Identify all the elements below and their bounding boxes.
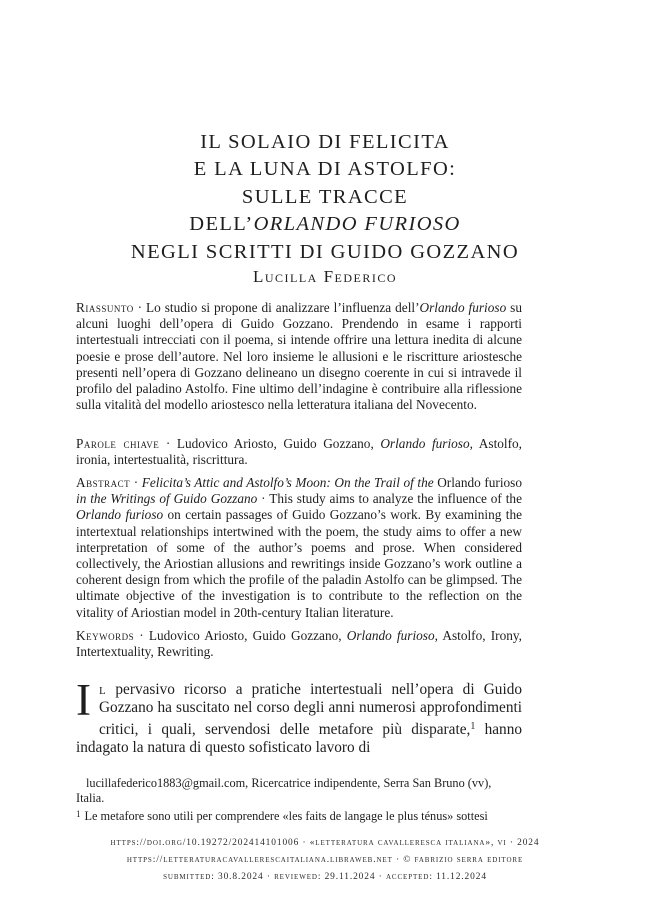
- separator: ·: [257, 491, 270, 507]
- keywords-text: Ludovico Ariosto, Guido Gozzano,: [148, 628, 347, 643]
- keywords-label: Keywords: [76, 628, 135, 643]
- title-line: NEGLI SCRITTI DI GUIDO GOZZANO: [130, 240, 520, 263]
- footnote-text: Le metafore sono utili per comprendere «les faits de langage le plus ténus» sottesi: [84, 809, 488, 823]
- parole-chiave-label: Parole chiave: [76, 436, 160, 451]
- footnote-1: [76, 807, 522, 824]
- body-paragraph: [76, 675, 522, 757]
- abstract-title-italic: Felicita’s Attic and Astolfo’s Moon: On the Trail of the: [141, 475, 434, 490]
- title-italic-work: ORLANDO FURIOSO: [253, 213, 461, 236]
- separator: ·: [159, 436, 177, 451]
- riassunto-italic: Orlando furioso: [419, 300, 507, 315]
- riassunto-paragraph: [76, 300, 522, 413]
- title-prefix: DELL’: [189, 213, 254, 236]
- separator: ·: [130, 475, 142, 490]
- riassunto-label: Riassunto: [76, 300, 134, 315]
- title-line: SULLE TRACCE: [241, 185, 409, 208]
- footer-website-line: https://letteraturacavallerescaitaliana.libraweb.net · © fabrizio serra editore: [126, 855, 524, 865]
- title-line: IL SOLAIO DI FELICITA: [200, 131, 450, 153]
- author-affiliation-note: lucillafederico1883@gmail.com, Ricercatrice indipendente, Serra San Bruno (vv), Italia.: [76, 776, 492, 806]
- abstract-title-text: Orlando furioso: [433, 475, 523, 490]
- parole-chiave-text: , Astolfo, ironia, intertestualità, riscrittura.: [76, 436, 523, 468]
- footnote-number: 1: [76, 809, 81, 819]
- abstract-label: Abstract: [76, 475, 131, 490]
- riassunto-text: Lo studio si propone di analizzare l’influenza dell’: [146, 300, 420, 315]
- author-name: Lucilla Federico: [252, 267, 398, 286]
- keywords-paragraph: [76, 628, 522, 660]
- separator: ·: [134, 628, 149, 643]
- parole-chiave-paragraph: [76, 436, 522, 468]
- title-line: [40, 211, 610, 238]
- separator: ·: [133, 300, 147, 315]
- abstract-text: on certain passages of Guido Gozzano’s work. By examining the intertextual relationships intertwined with the poem, the study aims to offer a new interpretation of some of the author’s poems and prose. When considered collectively, the Ariostian allusions and rewritings inside Gozzano’s work outline a coherent design from which the profile of the paladin Astolfo can be glimpsed. The ultimate objective of the investigation is to contribute to the reflection on the vitality of Ariostian model in 20th-century Italian literature.: [76, 507, 522, 620]
- drop-cap: I: [76, 675, 91, 725]
- opening-small-caps: l: [99, 681, 107, 698]
- body-text: pervasivo ricorso a pratiche intertestuali nell’opera di Guido Gozzano ha suscitato nel corso degli anni numerosi approfondimenti critici, i quali, servendosi delle metafore più disparate,: [99, 681, 522, 738]
- abstract-text: This study aims to analyze the influence of the: [269, 491, 522, 507]
- riassunto-text: su alcuni luoghi dell’opera di Guido Gozzano. Prendendo in esame i rapporti intertestuali intrecciati con il poema, si intende offrire una lettura inedita di alcune poesie e prose dell’autore. Nel loro insieme le allusioni e le riscritture ariostesche presenti nell’opera di Gozzano delineano un disegno coerente in cui si intravede il profilo del paladino Astolfo. Fine ultimo dell’indagine è contribuire alla riflessione sulla vitalità del modello ariostesco nella letteratura italiana del Novecento.: [76, 300, 522, 413]
- abstract-paragraph: [76, 475, 522, 621]
- parole-chiave-italic: Orlando furioso: [380, 436, 470, 451]
- abstract-italic: Orlando furioso: [76, 507, 164, 523]
- footnote-reference[interactable]: 1: [470, 720, 476, 732]
- body-text: hanno indagato la natura di questo sofisticato lavoro di: [76, 720, 522, 756]
- footer-doi-line: https://doi.org/10.19272/202414101006 · «letteratura cavalleresca italiana», vi · 2024: [110, 838, 540, 848]
- footer-dates-line: submitted: 30.8.2024 · reviewed: 29.11.2024 · accepted: 11.12.2024: [163, 872, 487, 882]
- keywords-text: , Astolfo, Irony, Intertextuality, Rewriting.: [76, 628, 522, 660]
- keywords-italic: Orlando furioso: [346, 628, 435, 643]
- title-line: E LA LUNA DI ASTOLFO:: [193, 158, 457, 181]
- abstract-title-italic: in the Writings of Guido Gozzano: [76, 491, 258, 507]
- parole-chiave-text: Ludovico Ariosto, Guido Gozzano,: [176, 436, 381, 451]
- article-title: [40, 129, 610, 266]
